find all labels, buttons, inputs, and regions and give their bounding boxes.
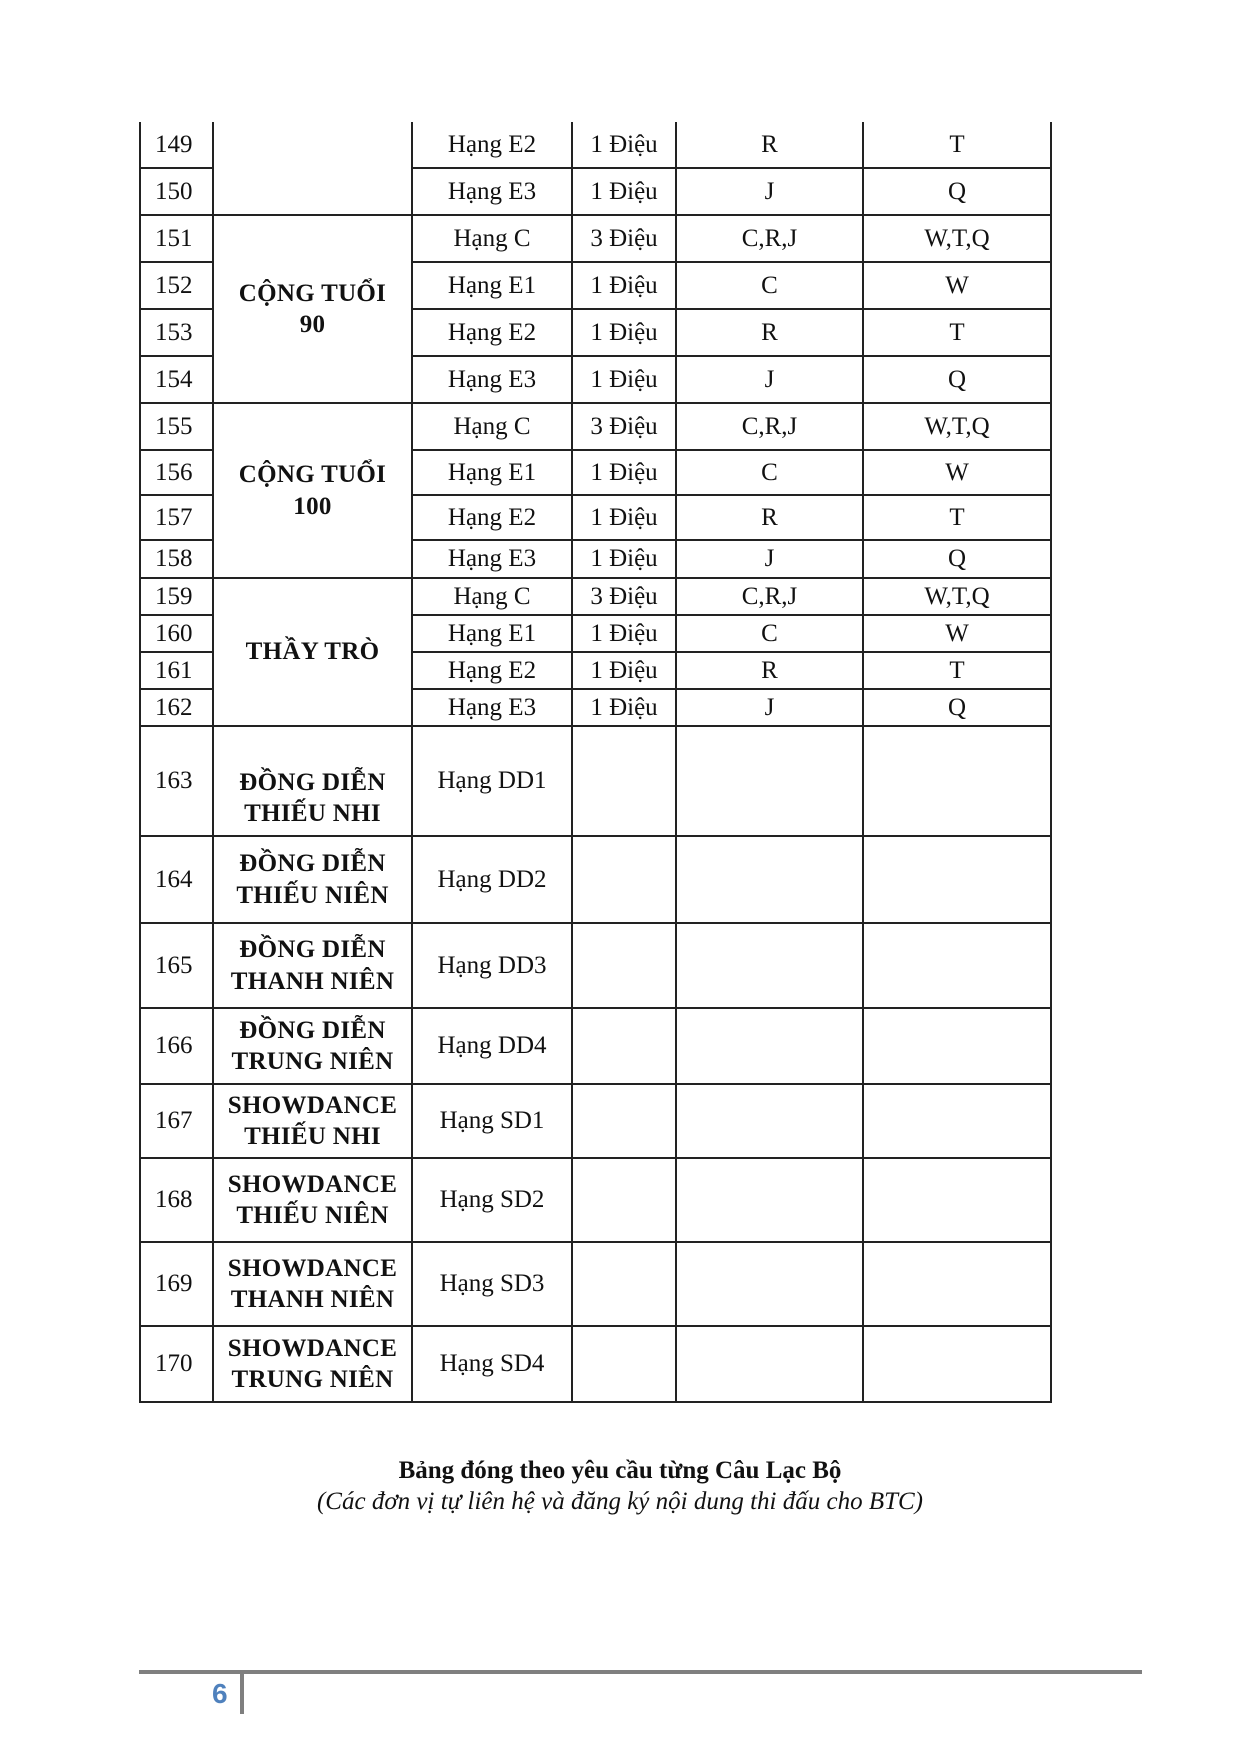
standard-dances-cell bbox=[863, 836, 1051, 923]
standard-dances-cell: W,T,Q bbox=[863, 578, 1051, 615]
latin-dances-cell bbox=[676, 1242, 863, 1326]
dance-count-cell: 1 Điệu bbox=[572, 652, 676, 689]
footer-rule bbox=[139, 1670, 1142, 1674]
category-line: THIẾU NHI bbox=[244, 799, 381, 827]
dance-count-cell: 1 Điệu bbox=[572, 540, 676, 578]
latin-dances-cell: R bbox=[676, 122, 863, 168]
category-line: ĐỒNG DIỄN bbox=[239, 768, 386, 796]
class-cell: Hạng E1 bbox=[412, 615, 572, 652]
category-line: 90 bbox=[299, 311, 326, 338]
category-cell bbox=[213, 1326, 412, 1402]
class-cell: Hạng E3 bbox=[412, 356, 572, 403]
row-number: 169 bbox=[140, 1242, 213, 1326]
table-row bbox=[140, 1326, 1051, 1402]
category-line: THIẾU NIÊN bbox=[236, 881, 389, 909]
dance-count-cell bbox=[572, 923, 676, 1008]
footer-divider bbox=[240, 1672, 244, 1714]
row-number: 163 bbox=[140, 726, 213, 836]
standard-dances-cell bbox=[863, 1326, 1051, 1402]
category-line: THANH NIÊN bbox=[230, 967, 395, 995]
latin-dances-cell: C bbox=[676, 262, 863, 309]
category-line: CỘNG TUỔI bbox=[238, 279, 387, 307]
class-cell: Hạng E3 bbox=[412, 689, 572, 726]
table-row bbox=[140, 403, 1051, 450]
dance-count-cell bbox=[572, 1242, 676, 1326]
class-cell: Hạng E1 bbox=[412, 450, 572, 495]
dance-count-cell: 1 Điệu bbox=[572, 262, 676, 309]
row-number: 166 bbox=[140, 1008, 213, 1084]
class-cell: Hạng E2 bbox=[412, 309, 572, 356]
dance-count-cell bbox=[572, 1084, 676, 1158]
latin-dances-cell: C,R,J bbox=[676, 403, 863, 450]
standard-dances-cell: T bbox=[863, 652, 1051, 689]
latin-dances-cell bbox=[676, 923, 863, 1008]
standard-dances-cell: T bbox=[863, 309, 1051, 356]
row-number: 154 bbox=[140, 356, 213, 403]
table-row bbox=[140, 726, 1051, 836]
class-cell: Hạng E3 bbox=[412, 540, 572, 578]
category-line: TRUNG NIÊN bbox=[231, 1366, 394, 1393]
category-cell bbox=[213, 836, 412, 923]
class-cell: Hạng SD1 bbox=[412, 1084, 572, 1158]
table-row bbox=[140, 923, 1051, 1008]
class-cell: Hạng E2 bbox=[412, 652, 572, 689]
category-line: SHOWDANCE bbox=[227, 1334, 398, 1362]
class-cell: Hạng SD4 bbox=[412, 1326, 572, 1402]
latin-dances-cell bbox=[676, 1158, 863, 1242]
class-cell: Hạng C bbox=[412, 403, 572, 450]
standard-dances-cell: W,T,Q bbox=[863, 403, 1051, 450]
latin-dances-cell: C bbox=[676, 450, 863, 495]
latin-dances-cell: J bbox=[676, 356, 863, 403]
dance-count-cell: 3 Điệu bbox=[572, 215, 676, 262]
class-cell: Hạng C bbox=[412, 215, 572, 262]
category-cell bbox=[213, 923, 412, 1008]
caption-note: (Các đơn vị tự liên hệ và đăng ký nội dung thi đấu cho BTC) bbox=[316, 1488, 924, 1515]
latin-dances-cell bbox=[676, 726, 863, 836]
dance-count-cell: 3 Điệu bbox=[572, 578, 676, 615]
row-number: 151 bbox=[140, 215, 213, 262]
latin-dances-cell: J bbox=[676, 168, 863, 215]
category-line: ĐỒNG DIỄN bbox=[239, 936, 386, 964]
dance-count-cell: 1 Điệu bbox=[572, 450, 676, 495]
category-line: THANH NIÊN bbox=[230, 1286, 395, 1313]
class-cell: Hạng E3 bbox=[412, 168, 572, 215]
standard-dances-cell: T bbox=[863, 122, 1051, 168]
category-line: ĐỒNG DIỄN bbox=[239, 850, 386, 878]
latin-dances-cell bbox=[676, 1326, 863, 1402]
class-cell: Hạng DD2 bbox=[412, 836, 572, 923]
latin-dances-cell bbox=[676, 836, 863, 923]
dance-count-cell: 1 Điệu bbox=[572, 309, 676, 356]
class-cell: Hạng E2 bbox=[412, 495, 572, 540]
row-number: 159 bbox=[140, 578, 213, 615]
category-cell bbox=[213, 1158, 412, 1242]
standard-dances-cell: W bbox=[863, 450, 1051, 495]
category-cell bbox=[213, 578, 412, 726]
category-cell bbox=[213, 1242, 412, 1326]
row-number: 152 bbox=[140, 262, 213, 309]
dance-count-cell: 1 Điệu bbox=[572, 356, 676, 403]
dance-count-cell bbox=[572, 1008, 676, 1084]
latin-dances-cell bbox=[676, 1084, 863, 1158]
row-number: 150 bbox=[140, 168, 213, 215]
row-number: 168 bbox=[140, 1158, 213, 1242]
standard-dances-cell: Q bbox=[863, 168, 1051, 215]
table-row bbox=[140, 1008, 1051, 1084]
standard-dances-cell: W bbox=[863, 615, 1051, 652]
row-number: 160 bbox=[140, 615, 213, 652]
category-line: THẦY TRÒ bbox=[245, 638, 380, 666]
category-line: THIẾU NHI bbox=[244, 1123, 381, 1150]
class-cell: Hạng DD1 bbox=[412, 726, 572, 836]
standard-dances-cell bbox=[863, 1242, 1051, 1326]
row-number: 162 bbox=[140, 689, 213, 726]
latin-dances-cell: R bbox=[676, 495, 863, 540]
latin-dances-cell: R bbox=[676, 309, 863, 356]
dance-count-cell: 1 Điệu bbox=[572, 615, 676, 652]
category-line: 100 bbox=[293, 492, 332, 520]
standard-dances-cell: W bbox=[863, 262, 1051, 309]
standard-dances-cell: Q bbox=[863, 689, 1051, 726]
events-table bbox=[139, 122, 1052, 1403]
standard-dances-cell: T bbox=[863, 495, 1051, 540]
dance-count-cell bbox=[572, 1158, 676, 1242]
latin-dances-cell bbox=[676, 1008, 863, 1084]
row-number: 153 bbox=[140, 309, 213, 356]
standard-dances-cell bbox=[863, 923, 1051, 1008]
class-cell: Hạng DD4 bbox=[412, 1008, 572, 1084]
dance-count-cell bbox=[572, 836, 676, 923]
latin-dances-cell: J bbox=[676, 540, 863, 578]
table-row bbox=[140, 1084, 1051, 1158]
row-number: 170 bbox=[140, 1326, 213, 1402]
category-line: CỘNG TUỔI bbox=[238, 461, 387, 489]
row-number: 165 bbox=[140, 923, 213, 1008]
dance-count-cell bbox=[572, 726, 676, 836]
standard-dances-cell: W,T,Q bbox=[863, 215, 1051, 262]
row-number: 164 bbox=[140, 836, 213, 923]
category-cell bbox=[213, 1084, 412, 1158]
dance-count-cell: 1 Điệu bbox=[572, 495, 676, 540]
category-line: TRUNG NIÊN bbox=[231, 1048, 394, 1075]
category-line: ĐỒNG DIỄN bbox=[239, 1016, 386, 1044]
latin-dances-cell: J bbox=[676, 689, 863, 726]
category-cell-empty bbox=[213, 122, 412, 215]
table-row bbox=[140, 215, 1051, 262]
caption-title: Bảng đóng theo yêu cầu từng Câu Lạc Bộ bbox=[398, 1457, 842, 1484]
latin-dances-cell: C bbox=[676, 615, 863, 652]
class-cell: Hạng E1 bbox=[412, 262, 572, 309]
dance-count-cell: 1 Điệu bbox=[572, 168, 676, 215]
class-cell: Hạng E2 bbox=[412, 122, 572, 168]
category-cell bbox=[213, 726, 412, 836]
category-cell bbox=[213, 1008, 412, 1084]
standard-dances-cell: Q bbox=[863, 540, 1051, 578]
class-cell: Hạng SD3 bbox=[412, 1242, 572, 1326]
row-number: 158 bbox=[140, 540, 213, 578]
row-number: 161 bbox=[140, 652, 213, 689]
dance-count-cell: 3 Điệu bbox=[572, 403, 676, 450]
standard-dances-cell bbox=[863, 1158, 1051, 1242]
table-row bbox=[140, 1158, 1051, 1242]
dance-count-cell: 1 Điệu bbox=[572, 122, 676, 168]
category-line: SHOWDANCE bbox=[227, 1254, 398, 1282]
table-row bbox=[140, 122, 1051, 168]
category-line: THIẾU NIÊN bbox=[236, 1202, 389, 1229]
row-number: 167 bbox=[140, 1084, 213, 1158]
class-cell: Hạng SD2 bbox=[412, 1158, 572, 1242]
latin-dances-cell: R bbox=[676, 652, 863, 689]
dance-count-cell bbox=[572, 1326, 676, 1402]
row-number: 155 bbox=[140, 403, 213, 450]
class-cell: Hạng C bbox=[412, 578, 572, 615]
category-cell bbox=[213, 215, 412, 403]
class-cell: Hạng DD3 bbox=[412, 923, 572, 1008]
table-row bbox=[140, 1242, 1051, 1326]
standard-dances-cell bbox=[863, 1008, 1051, 1084]
page-number: 6 bbox=[212, 1678, 228, 1709]
category-line: SHOWDANCE bbox=[227, 1091, 398, 1119]
latin-dances-cell: C,R,J bbox=[676, 578, 863, 615]
row-number: 156 bbox=[140, 450, 213, 495]
table-row bbox=[140, 836, 1051, 923]
standard-dances-cell: Q bbox=[863, 356, 1051, 403]
standard-dances-cell bbox=[863, 1084, 1051, 1158]
latin-dances-cell: C,R,J bbox=[676, 215, 863, 262]
row-number: 157 bbox=[140, 495, 213, 540]
category-line: SHOWDANCE bbox=[227, 1170, 398, 1198]
category-cell bbox=[213, 403, 412, 578]
table-row bbox=[140, 578, 1051, 615]
row-number: 149 bbox=[140, 122, 213, 168]
dance-count-cell: 1 Điệu bbox=[572, 689, 676, 726]
standard-dances-cell bbox=[863, 726, 1051, 836]
